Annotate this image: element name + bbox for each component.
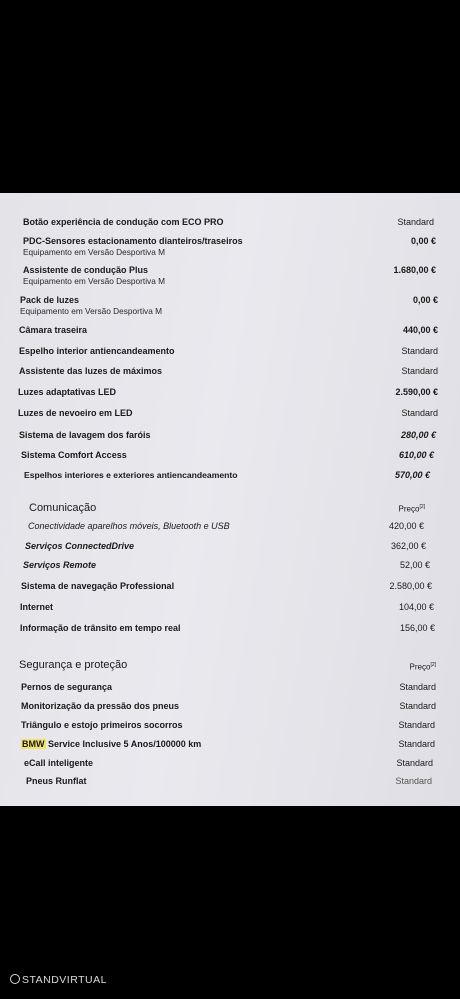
item-value: Standard (396, 758, 433, 768)
item-name: Espelho interior antiencandeamento (19, 346, 175, 356)
item-name: Internet (20, 602, 54, 612)
item-name: Luzes adaptativas LED (18, 387, 117, 397)
item-value: Standard (398, 739, 435, 749)
item-name: Monitorização da pressão dos pneus (21, 701, 180, 711)
item-value: Standard (399, 682, 436, 692)
item-name: eCall inteligente (24, 758, 94, 768)
item-name: PDC-Sensores estacionamento dianteiros/traseiros (23, 236, 243, 246)
item-name: Assistente das luzes de máximos (19, 366, 163, 376)
item-name: Pack de luzes (20, 295, 80, 305)
item-value: 104,00 € (398, 602, 434, 612)
item-value: 2.580,00 € (389, 581, 432, 591)
price-label: Preço (398, 504, 420, 514)
item-value: Standard (397, 217, 434, 227)
watermark (10, 974, 107, 986)
item-name: Conectividade aparelhos móveis, Bluetooth e USB (28, 521, 230, 531)
item-value: Standard (395, 776, 432, 786)
item-value: 570,00 € (394, 470, 430, 480)
watermark-text: STANDVIRTUAL (22, 974, 107, 986)
item-value: Standard (399, 701, 436, 711)
item-name: Serviços Remote (23, 560, 97, 570)
item-value: 362,00 € (390, 541, 426, 551)
item-name: Câmara traseira (19, 325, 88, 335)
section-title-comunicacao: Comunicação (29, 502, 97, 514)
item-name: Assistente de condução Plus (23, 265, 149, 275)
item-value: 1.680,00 € (393, 265, 436, 275)
section-title-seguranca: Segurança e proteção (19, 659, 128, 671)
price-label: Preço (409, 662, 431, 672)
item-value: Standard (401, 408, 438, 418)
item-value: 610,00 € (398, 450, 434, 460)
item-note: Equipamento em Versão Desportiva M (23, 276, 166, 286)
item-value: 440,00 € (402, 325, 438, 335)
item-value: 156,00 € (399, 623, 435, 633)
item-value: Standard (398, 720, 435, 730)
item-name (21, 739, 201, 749)
price-footnote: [2] (430, 662, 436, 668)
item-value: 2.590,00 € (395, 387, 438, 397)
item-value: 0,00 € (412, 295, 438, 305)
item-value: 52,00 € (399, 560, 430, 570)
item-name: Triângulo e estojo primeiros socorros (21, 720, 183, 730)
item-name: Informação de trânsito em tempo real (20, 623, 181, 633)
item-name-rest: Service Inclusive 5 Anos/100000 km (45, 739, 202, 749)
standvirtual-logo-icon (10, 974, 20, 984)
document-page (0, 193, 460, 806)
item-name: Luzes de nevoeiro em LED (18, 408, 133, 418)
item-name: Pneus Runflat (26, 776, 87, 786)
item-name: Pernos de segurança (21, 682, 113, 692)
item-name: Sistema Comfort Access (21, 450, 127, 460)
price-header (410, 662, 436, 672)
price-header (399, 504, 425, 514)
item-name: Botão experiência de condução com ECO PRO (23, 217, 224, 227)
item-name: Sistema de navegação Professional (21, 581, 175, 591)
item-name: Serviços ConnectedDrive (25, 541, 135, 551)
item-name: Sistema de lavagem dos faróis (19, 430, 151, 440)
item-name: Espelhos interiores e exteriores antiencandeamento (24, 470, 238, 480)
item-value: Standard (401, 346, 438, 356)
item-note: Equipamento em Versão Desportiva M (20, 306, 163, 316)
item-note: Equipamento em Versão Desportiva M (23, 247, 166, 257)
item-value: 420,00 € (388, 521, 424, 531)
highlighted-text: BMW (22, 739, 45, 749)
item-value: Standard (401, 366, 438, 376)
item-value: 280,00 € (400, 430, 436, 440)
price-footnote: [2] (419, 504, 425, 510)
item-value: 0,00 € (410, 236, 436, 246)
